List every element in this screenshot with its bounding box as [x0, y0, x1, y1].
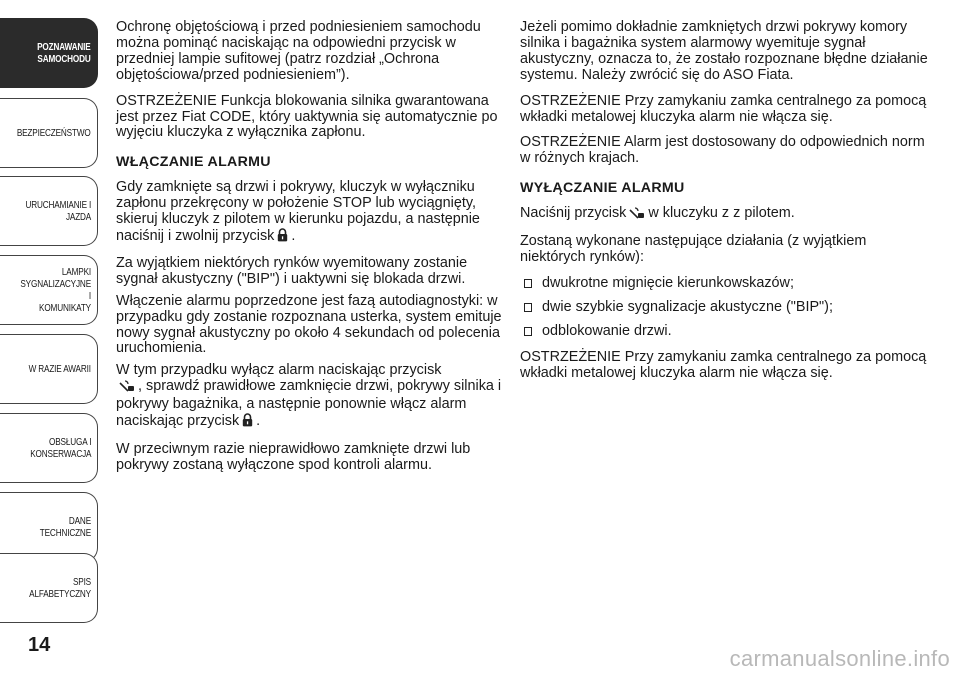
text: dwukrotne mignięcie kierunkowskazów;	[542, 274, 794, 291]
tab-bezpieczenstwo[interactable]	[0, 98, 98, 168]
tab-w-razie-awarii[interactable]	[0, 334, 98, 404]
text: , sprawdź prawidłowe zamknięcie drzwi, pokrywy silnika i pokrywy bagażnika, a następnie ponownie włącz alarm naciskając przycisk	[116, 378, 502, 430]
left-column	[116, 20, 508, 484]
text: odblokowanie drzwi.	[542, 322, 672, 339]
lock-icon	[242, 413, 253, 432]
bullet-box-icon	[524, 303, 532, 312]
tab-label: DANE TECHNICZNE	[39, 515, 91, 539]
tab-lampki-sygnalizacyjne[interactable]	[0, 255, 98, 325]
warning-paragraph: OSTRZEŻENIE Alarm jest dostosowany do odpowiednich norm w różnych krajach.	[520, 134, 925, 167]
tab-label: POZNAWANIE SAMOCHODU	[37, 41, 91, 65]
paragraph	[520, 206, 930, 224]
bullet-box-icon	[524, 279, 532, 288]
tab-label: BEZPIECZEŃSTWO	[17, 127, 91, 139]
text: dwie szybkie sygnalizacje akustyczne ("BIP");	[542, 298, 833, 315]
tab-spis-alfabetyczny[interactable]	[0, 553, 98, 623]
tab-poznawanie-samochodu[interactable]	[0, 18, 98, 88]
tab-obsluga-i-konserwacja[interactable]	[0, 413, 98, 483]
paragraph: Ochronę objętościową i przed podniesieniem samochodu można pominąć naciskając na odpowiedni przycisk w przedniej lampie sufitowej (patrz rozdział „Ochrona objętościowa/przed podniesieniem”).	[116, 19, 481, 83]
section-heading-disarming: WYŁĄCZANIE ALARMU	[520, 180, 685, 197]
paragraph: Włączenie alarmu poprzedzone jest fazą autodiagnostyki: w przypadku gdy zostanie rozpoznana usterka, system emituje nowy sygnał akustyczny po około 4 sekundach od polecenia uruchomienia.	[116, 292, 502, 357]
action-list	[520, 276, 930, 340]
text: .	[291, 227, 296, 244]
right-column	[520, 20, 930, 391]
lock-icon	[277, 228, 288, 247]
text: Gdy zamknięte są drzwi i pokrywy, kluczyk w wyłączniku zapłonu przekręcony w położenie STOP lub wyciągnięty, skieruj kluczyk z pilotem w kierunku pojazdu, a następnie naciśnij i zwolnij przycisk	[116, 179, 480, 244]
bullet-box-icon	[524, 327, 532, 336]
tab-dane-techniczne[interactable]	[0, 492, 98, 562]
tab-uruchamianie-i-jazda[interactable]	[0, 176, 98, 246]
key-unlock-icon	[629, 207, 645, 224]
paragraph: Jeżeli pomimo dokładnie zamkniętych drzwi pokrywy komory silnika i bagażnika system alarmowy wyemituje sygnał akustyczny, oznacza to, że zostało rozpoznane błędne działanie systemu. Należy zwrócić się do ASO Fiata.	[520, 19, 928, 83]
page-number: 14	[28, 634, 51, 656]
paragraph	[116, 363, 508, 432]
tab-label: LAMPKI SYGNALIZACYJNE I KOMUNIKATY	[20, 266, 92, 314]
tab-label: URUCHAMIANIE I JAZDA	[25, 199, 91, 223]
warning-paragraph: OSTRZEŻENIE Przy zamykaniu zamka centralnego za pomocą wkładki metalowej kluczyka alarm nie włącza się.	[520, 92, 927, 125]
paragraph	[116, 180, 508, 247]
list-item	[520, 300, 930, 316]
list-item	[520, 276, 930, 292]
paragraph: W przeciwnym razie nieprawidłowo zamknięte drzwi lub pokrywy zostaną wyłączone spod kontroli alarmu.	[116, 440, 471, 473]
paragraph: Zostaną wykonane następujące działania (z wyjątkiem niektórych rynków):	[520, 233, 867, 265]
key-unlock-icon	[119, 380, 135, 397]
text: w kluczyku z z pilotem.	[648, 205, 795, 222]
tab-label: W RAZIE AWARII	[28, 363, 91, 375]
text: .	[256, 413, 261, 430]
tab-label: SPIS ALFABETYCZNY	[29, 576, 91, 600]
section-heading-arming: WŁĄCZANIE ALARMU	[116, 154, 271, 171]
text: Naciśnij przycisk	[520, 205, 627, 222]
paragraph: Za wyjątkiem niektórych rynków wyemitowany zostanie sygnał akustyczny ("BIP") i uaktywni się blokada drzwi.	[116, 254, 468, 287]
text: W tym przypadku wyłącz alarm naciskając przycisk	[116, 362, 442, 379]
warning-paragraph: OSTRZEŻENIE Funkcja blokowania silnika gwarantowana jest przez Fiat CODE, który uaktywnia się automatycznie po wyjęciu kluczyka z wyłącznika zapłonu.	[116, 92, 498, 141]
list-item	[520, 324, 930, 340]
tab-label: OBSŁUGA I KONSERWACJA	[29, 436, 91, 460]
warning-paragraph: OSTRZEŻENIE Przy zamykaniu zamka centralnego za pomocą wkładki metalowej kluczyka alarm nie włącza się.	[520, 348, 927, 381]
watermark: carmanualsonline.info	[729, 646, 950, 671]
